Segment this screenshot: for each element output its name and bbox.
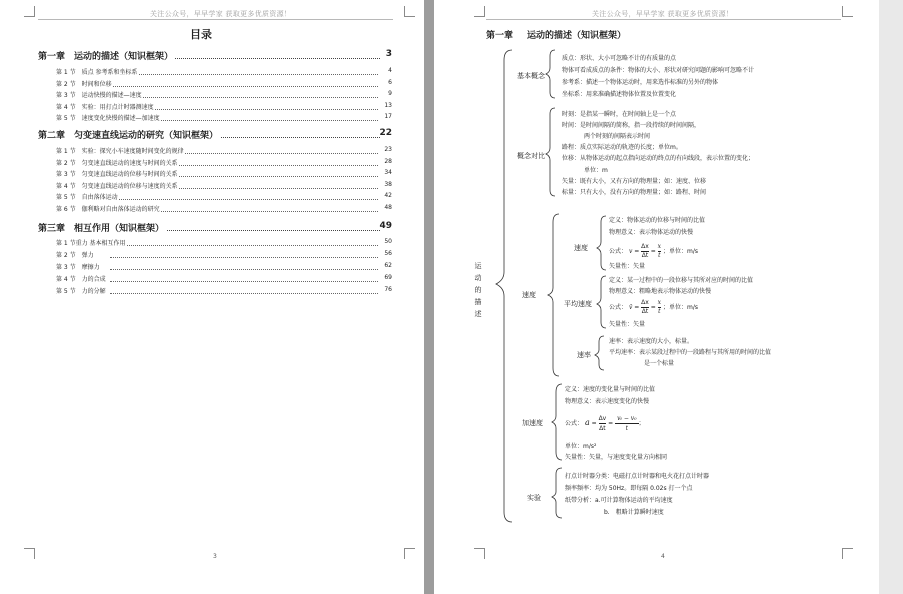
avg-def: 定义：某一过程中的一段位移与其所对应的时间的比值 xyxy=(609,277,754,284)
toc-section-label: 第 1 节 质点 参考系和坐标系 xyxy=(56,69,138,76)
formula-prefix: 公式： xyxy=(609,304,628,311)
toc-page-number: 17 xyxy=(384,113,392,120)
toc-page-number: 38 xyxy=(384,181,392,188)
avg-meaning: 物理意义：粗略地表示物体运动的快慢 xyxy=(609,288,712,295)
toc-leader xyxy=(150,230,380,231)
fraction-denominator: Δt xyxy=(641,308,649,315)
fraction-numerator: x xyxy=(657,243,662,250)
toc-section-label: 第 5 节 速度变化快慢的描述—加速度 xyxy=(56,115,160,122)
chapter-number: 第一章 xyxy=(486,31,514,41)
accel-formula: 公式： a = $\frac{\Delta v}{\Delta t}$ = $\frac{\text{vₜ − v₀}}{t}$ ； xyxy=(565,415,645,432)
formula-prefix: 公式： xyxy=(609,248,628,255)
toc-page-number: 13 xyxy=(384,102,392,109)
toc-section-entry[interactable] xyxy=(0,249,424,261)
toc-leader xyxy=(110,97,378,98)
toc-section-label: 第 3 节 摩擦力 xyxy=(56,264,100,271)
toc-section-entry[interactable] xyxy=(0,89,424,101)
avg-brace xyxy=(597,276,606,328)
toc-chapter-label: 第三章 相互作用（知识框架） xyxy=(38,221,166,234)
basic-line: 质点：形状、大小可忽略不计的有质量的点 xyxy=(562,55,677,62)
toc-chapter-entry[interactable] xyxy=(0,49,424,61)
toc-section-entry[interactable] xyxy=(0,66,424,78)
fraction-denominator: t xyxy=(658,252,661,259)
crop-mark xyxy=(404,6,415,17)
formula-unit: ；单位：m/s xyxy=(662,248,698,255)
formula-lhs: v̄ xyxy=(628,304,633,311)
rate-line: 是一个标量 xyxy=(644,360,675,367)
root-brace xyxy=(496,50,512,522)
toc-section-entry[interactable] xyxy=(0,285,424,297)
avg-vector: 矢量性：矢量 xyxy=(609,321,646,328)
toc-section-label: 第 2 节 匀变速直线运动的速度与时间的关系 xyxy=(56,160,178,167)
compare-brace xyxy=(546,108,555,196)
toc-page-number: 69 xyxy=(384,274,392,281)
toc-section-label: 第 2 节 弹力 xyxy=(56,252,94,259)
toc-section-label: 第 4 节 实验：用打点计时器测速度 xyxy=(56,104,154,111)
fraction-denominator: t xyxy=(625,425,629,432)
toc-section-label: 第 4 节 匀变速直线运动的位移与速度的关系 xyxy=(56,183,178,190)
toc-page-number: 50 xyxy=(384,238,392,245)
compare-line: 矢量：既有大小，又有方向的物理量；如：速度、位移 xyxy=(562,178,707,185)
fraction xyxy=(658,299,661,316)
compare-line: 标量：只有大小，没有方向的物理量；如：路程、时间 xyxy=(562,189,707,196)
toc-section-entry[interactable] xyxy=(0,168,424,180)
fraction-numerator: Δx xyxy=(641,243,649,250)
formula-lhs: v xyxy=(628,248,633,255)
compare-line: 时刻：是指某一瞬时，在时间轴上是一个点 xyxy=(562,111,677,118)
branch-label-accel: 加速度 xyxy=(522,419,543,427)
toc-leader xyxy=(110,199,378,200)
toc-page-number: 56 xyxy=(384,250,392,257)
compare-line: 两个时刻的间隔表示时间 xyxy=(584,133,651,140)
branch-label-basic: 基本概念 xyxy=(517,72,545,80)
branch-label-speed: 速度 xyxy=(522,291,536,299)
toc-section-label: 第 4 节 力的合成 xyxy=(56,276,106,283)
avg-formula: 公式： v̄ = $\frac{\Delta x}{\Delta t}$ = $\frac{x}{t}$ ；单位：m/s xyxy=(609,299,698,315)
toc-section-entry[interactable] xyxy=(0,261,424,273)
crop-mark xyxy=(24,548,35,559)
toc-section-label: 第 3 节 运动快慢的描述—速度 xyxy=(56,92,142,99)
fraction xyxy=(599,414,607,433)
toc-chapter-entry[interactable] xyxy=(0,221,424,233)
toc-section-entry[interactable] xyxy=(0,273,424,285)
toc-leader xyxy=(110,74,378,75)
fraction-numerator: x xyxy=(657,299,662,306)
sub-label-rate: 速率 xyxy=(577,351,591,359)
toc-page-number: 4 xyxy=(388,67,392,74)
toc-page-number: 6 xyxy=(388,79,392,86)
accel-vector: 矢量性：矢量，与速度变化量方向相同 xyxy=(565,454,668,461)
formula-lhs: a xyxy=(584,418,590,427)
experiment-line: 频率频率：均为 50Hz。即每隔 0.02s 打一个点 xyxy=(565,485,693,492)
compare-line: 单位：m xyxy=(584,167,608,174)
toc-section-label: 第 1 节 实验：探究小车速度随时间变化的规律 xyxy=(56,148,184,155)
fraction xyxy=(615,414,639,433)
toc-page-number: 22 xyxy=(379,128,392,138)
toc-section-label: 第 6 节 伽利略对自由落体运动的研究 xyxy=(56,206,160,213)
toc-page-number: 3 xyxy=(385,49,392,59)
accel-brace xyxy=(552,384,562,460)
toc-leader xyxy=(110,269,378,270)
toc-section-entry[interactable] xyxy=(0,145,424,157)
experiment-line: 打点计时器分类：电磁打点计时器和电火花打点计时器 xyxy=(565,473,710,480)
toc-page-number: 76 xyxy=(384,286,392,293)
toc-page-number: 9 xyxy=(388,90,392,97)
toc-page-number: 62 xyxy=(384,262,392,269)
compare-line: 路程：质点实际运动的轨迹的长度；单位m。 xyxy=(562,144,682,151)
velocity-formula: 公式： v = $\frac{\Delta x}{\Delta t}$ = $\frac{x}{t}$ ；单位：m/s xyxy=(609,243,698,259)
rate-line: 速率：表示速度的大小，标量。 xyxy=(609,338,694,345)
crop-mark xyxy=(404,548,415,559)
toc-section-label: 第 3 节 匀变速直线运动的位移与时间的关系 xyxy=(56,171,178,178)
toc-page-number: 42 xyxy=(384,192,392,199)
crop-mark xyxy=(24,6,35,17)
document-page-4 xyxy=(434,0,879,594)
basic-line: 坐标系：用来准确描述物体位置及位置变化 xyxy=(562,91,677,98)
toc-leader xyxy=(110,245,378,246)
toc-page-number: 48 xyxy=(384,204,392,211)
speed-brace xyxy=(548,214,559,376)
branch-label-experiment: 实验 xyxy=(527,494,541,502)
toc-section-label: 第 5 节 自由落体运动 xyxy=(56,194,118,201)
experiment-line: b. 粗略计算瞬时速度 xyxy=(604,509,664,516)
toc-page-number: 49 xyxy=(379,221,392,231)
rate-brace xyxy=(595,336,604,370)
toc-title: 目录 xyxy=(190,28,212,41)
toc-chapter-label: 第二章 匀变速直线运动的研究（知识框架） xyxy=(38,128,220,141)
page-header-text: 关注公众号，早早学家 获取更多优质资源！ xyxy=(592,10,734,18)
fraction-numerator: Δv xyxy=(598,415,607,422)
toc-chapter-label: 第一章 运动的描述（知识框架） xyxy=(38,49,175,62)
accel-def: 定义：速度的变化量与时间的比值 xyxy=(565,386,656,393)
experiment-brace xyxy=(552,468,562,518)
sub-label-avg: 平均速度 xyxy=(564,300,592,308)
branch-label-compare: 概念对比 xyxy=(517,152,545,160)
fraction xyxy=(658,243,661,260)
page-number: 4 xyxy=(661,553,665,560)
fraction-numerator: vₜ − v₀ xyxy=(617,415,637,422)
fraction-denominator: Δt xyxy=(641,252,649,259)
accel-unit: 单位：m/s² xyxy=(565,443,597,450)
velocity-def: 定义：物体运动的位移与时间的比值 xyxy=(609,217,706,224)
fraction-numerator: Δx xyxy=(641,299,649,306)
toc-leader xyxy=(110,293,378,294)
toc-leader xyxy=(110,257,378,258)
toc-leader xyxy=(150,58,380,59)
fraction xyxy=(641,243,649,260)
page-number: 3 xyxy=(213,553,217,560)
toc-chapter-entry[interactable] xyxy=(0,128,424,140)
toc-section-label: 第 5 节 力的分解 xyxy=(56,288,106,295)
velocity-vector: 矢量性：矢量 xyxy=(609,263,646,270)
fraction xyxy=(641,299,649,316)
toc-leader xyxy=(110,86,378,87)
compare-line: 时间：是时间间隔的简称，指一段持续的时间间隔， xyxy=(562,122,701,129)
fraction-denominator: t xyxy=(658,308,661,315)
velocity-brace xyxy=(597,216,606,270)
toc-section-label: 第 1 节重力 基本相互作用 xyxy=(56,240,126,247)
velocity-meaning: 物理意义：表示物体运动的快慢 xyxy=(609,229,694,236)
rate-line: 平均速率：表示某段过程中的一段路程与其所用的时间的比值 xyxy=(609,349,772,356)
basic-brace xyxy=(546,50,555,98)
toc-leader xyxy=(110,281,378,282)
sub-label-velocity: 速度 xyxy=(574,244,588,252)
toc-page-number: 28 xyxy=(384,158,392,165)
basic-line: 参考系：描述一个物体运动时，用来选作标准的另外的物体 xyxy=(562,79,719,86)
toc-page-number: 34 xyxy=(384,169,392,176)
page-header-text: 关注公众号，早早学家 获取更多优质资源！ xyxy=(150,10,292,18)
basic-line: 物体可看成质点的条件：物体的大小、形状对研究问题的影响可忽略不计 xyxy=(562,67,755,74)
toc-section-entry[interactable] xyxy=(0,191,424,203)
toc-section-entry[interactable] xyxy=(0,237,424,249)
fraction-denominator: Δt xyxy=(599,425,606,432)
accel-meaning: 物理意义：表示速度变化的快慢 xyxy=(565,398,650,405)
toc-section-entry[interactable] xyxy=(0,112,424,124)
viewer-margin xyxy=(879,0,903,594)
formula-unit: ；单位：m/s xyxy=(662,304,698,311)
toc-section-label: 第 2 节 时间和位移 xyxy=(56,81,112,88)
toc-section-entry[interactable] xyxy=(0,203,424,215)
toc-page-number: 23 xyxy=(384,146,392,153)
formula-prefix: 公式： xyxy=(565,420,584,427)
experiment-line: 纸带分析：a.可计算物体运动的平均速度 xyxy=(565,497,673,504)
compare-line: 位移：从物体运动的起点指向运动的终点的有向线段，表示位置的变化； xyxy=(562,155,755,162)
document-page-3 xyxy=(0,0,424,594)
header-rule xyxy=(38,19,393,20)
root-label: 运动的描述 xyxy=(474,262,482,318)
chapter-subtitle: 运动的描述（知识框架） xyxy=(527,31,627,41)
